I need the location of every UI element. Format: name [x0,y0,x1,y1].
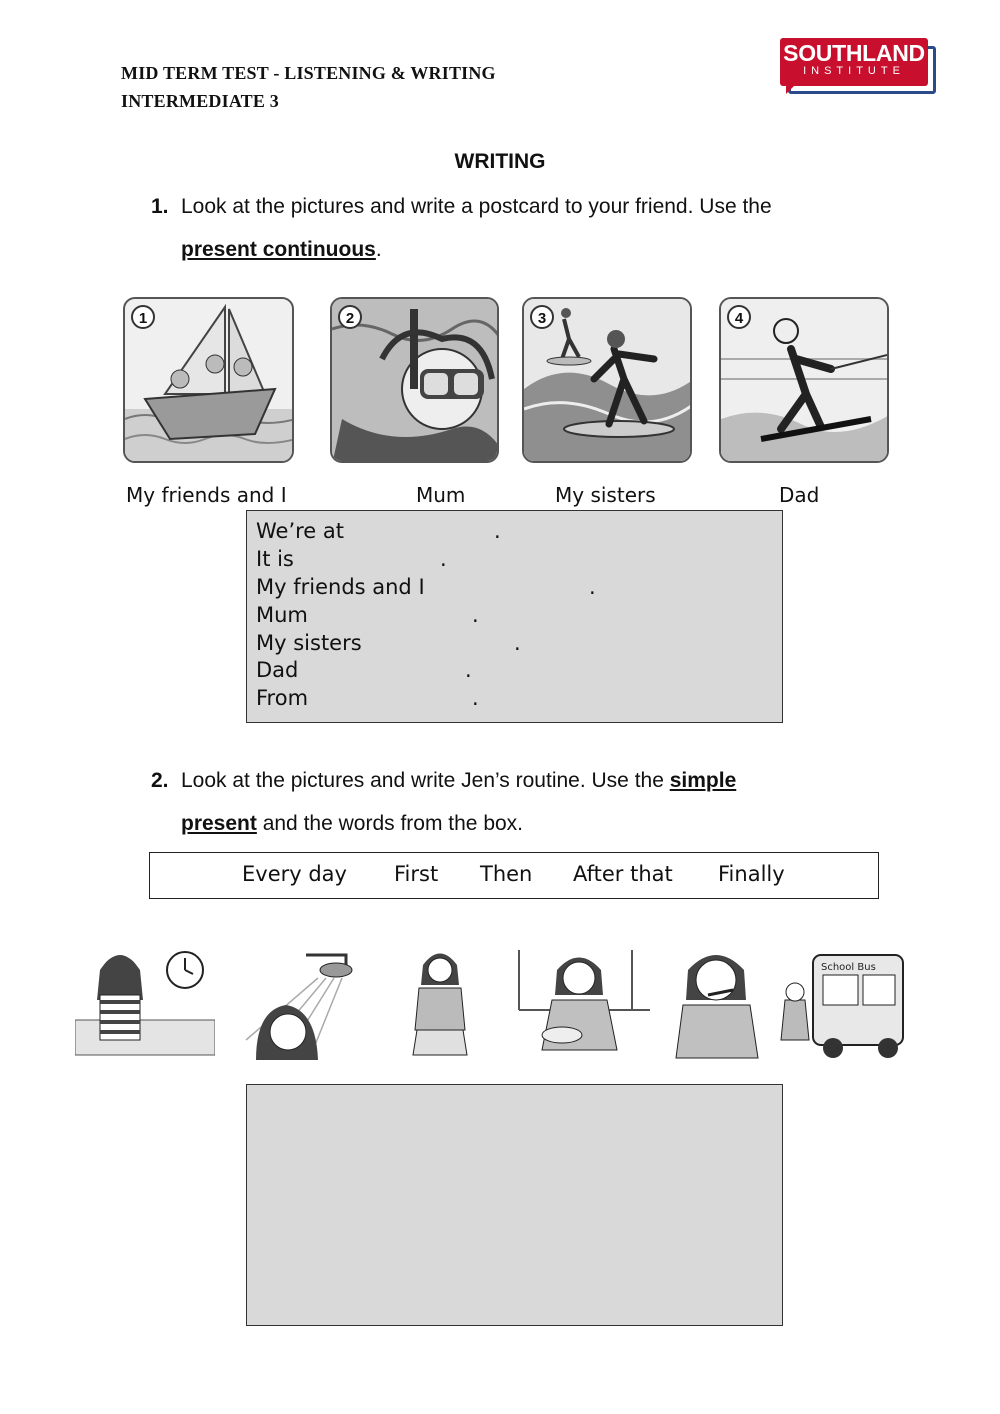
routine-picture-brush-teeth [668,940,768,1065]
word-every-day: Every day [242,862,347,886]
postcard-line: We’re at [256,519,344,543]
wake-up-icon [75,940,215,1065]
blank-dot: . [514,631,521,655]
test-title: MID TERM TEST - LISTENING & WRITING [121,63,496,83]
blank-dot: . [465,658,472,682]
picture-number: 4 [727,305,751,329]
question-2-text: Look at the pictures and write Jen’s routine. Use the [181,769,664,792]
postcard-line: It is [256,547,294,571]
southland-logo [780,38,938,96]
postcard-line: From [256,686,309,710]
word-finally: Finally [718,862,785,886]
question-2 [151,759,911,845]
word-first: First [394,862,439,886]
brush-teeth-icon [668,940,768,1065]
question-2-text-after: and the words from the box. [262,812,524,835]
picture-number: 1 [131,305,155,329]
routine-answer-box[interactable] [246,1084,783,1326]
routine-picture-wake-up [75,940,215,1065]
breakfast-icon [517,940,652,1065]
get-dressed-icon [405,940,475,1065]
routine-picture-shower [226,940,376,1065]
shower-icon [226,940,376,1065]
blank-dot: . [440,547,447,571]
logo-main-text: SOUTHLAND [783,40,925,66]
postcard-line: Mum [256,603,308,627]
word-box [149,852,879,899]
question-1 [151,185,911,271]
routine-picture-breakfast [517,940,652,1065]
word-then: Then [480,862,533,886]
blank-dot: . [494,519,501,543]
bus-sign: School Bus [821,962,876,973]
caption-mum: Mum [416,483,466,507]
question-1-emphasis: present continuous [181,238,376,261]
level-title: INTERMEDIATE 3 [121,91,279,111]
caption-dad: Dad [779,483,820,507]
picture-waterskiing [719,297,889,463]
picture-snorkeling [330,297,499,463]
caption-friends: My friends and I [126,483,287,507]
logo-sub-text: INSTITUTE [803,65,905,77]
picture-number: 3 [530,305,554,329]
question-2-emphasis-2: present [181,812,257,835]
question-1-number: 1. [151,195,169,218]
routine-picture-school-bus [773,940,910,1065]
postcard-answer-box[interactable] [246,510,783,723]
section-title: WRITING [454,150,546,173]
blank-dot: . [589,575,596,599]
picture-number: 2 [338,305,362,329]
picture-surfing [522,297,692,463]
question-1-period: . [375,238,382,261]
routine-picture-get-dressed [405,940,475,1065]
question-2-emphasis-1: simple [669,769,737,792]
blank-dot: . [472,686,479,710]
question-2-number: 2. [151,769,169,792]
school-bus-icon [773,940,910,1065]
blank-dot: . [472,603,479,627]
postcard-line: My sisters [256,631,362,655]
postcard-line: My friends and I [256,575,425,599]
picture-sailing [123,297,294,463]
postcard-line: Dad [256,658,299,682]
word-after-that: After that [573,862,673,886]
question-1-text: Look at the pictures and write a postcard to your friend. Use the [181,195,772,218]
caption-sisters: My sisters [555,483,656,507]
